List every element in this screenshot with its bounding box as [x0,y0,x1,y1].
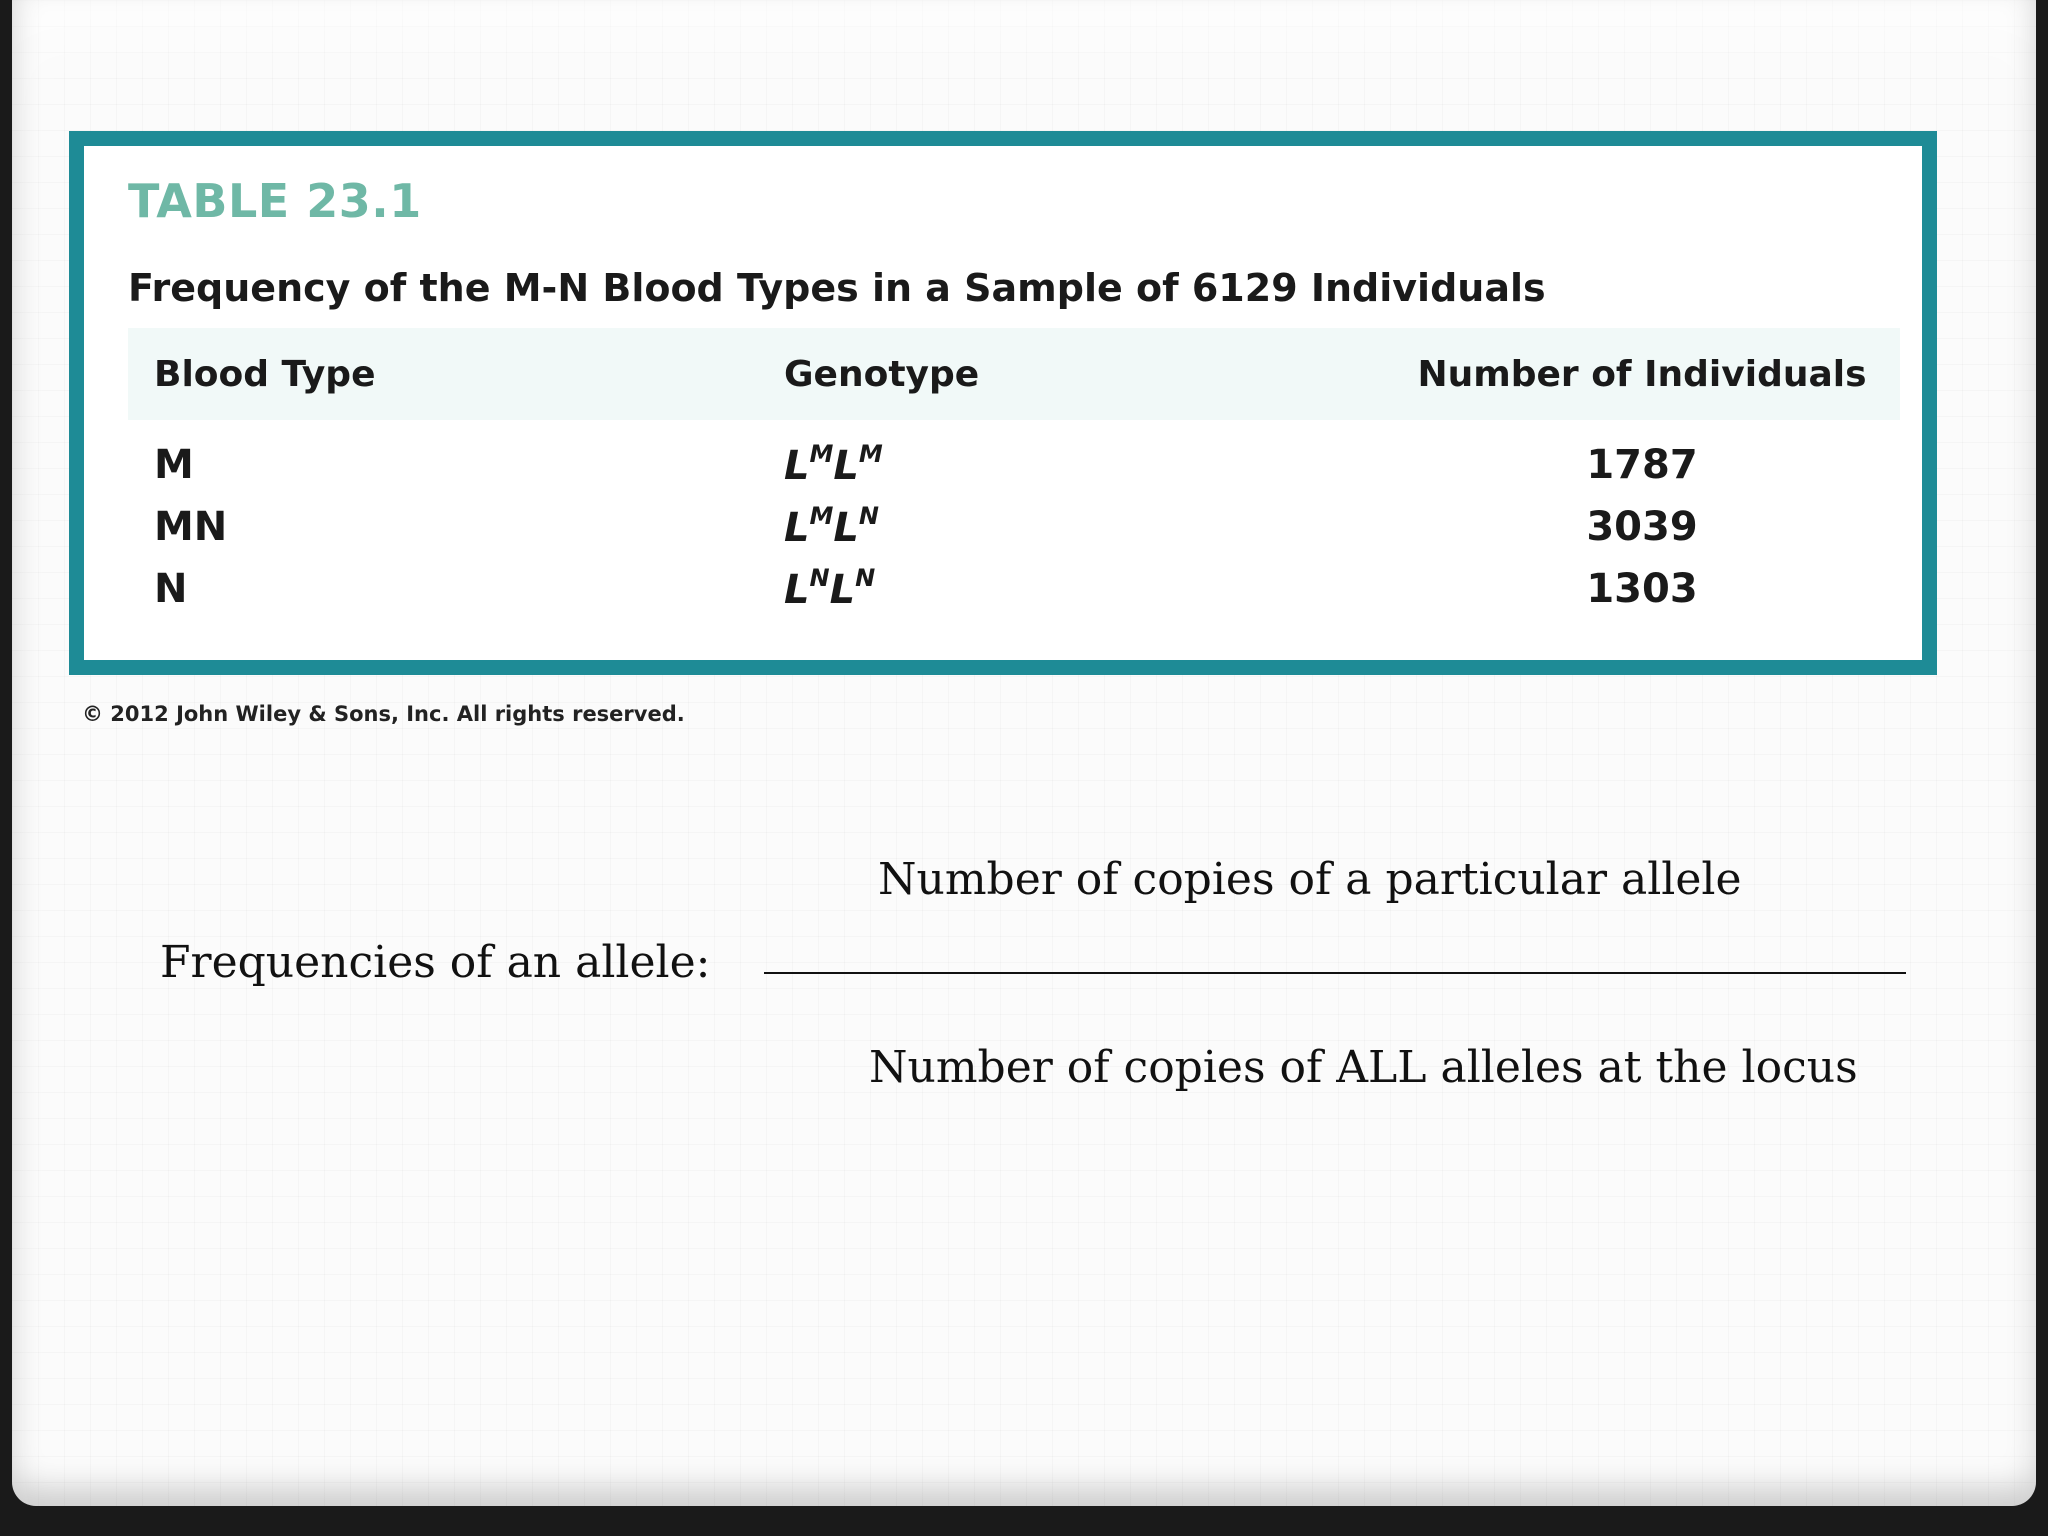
allele-superscript: N [809,564,830,593]
cell-number: 3039 [1586,504,1698,550]
table-header-row [128,328,1900,420]
header-number-of-individuals: Number of Individuals [1417,353,1867,395]
allele-superscript: N [858,502,879,531]
allele-superscript: M [858,440,883,469]
allele-base: L [784,443,810,490]
table-row [128,420,1900,496]
header-genotype: Genotype [784,353,980,395]
allele-base: L [784,505,810,552]
allele-base: L [833,443,859,490]
copyright-notice: © 2012 John Wiley & Sons, Inc. All rights reserved. [82,702,685,726]
cell-genotype [784,496,1384,558]
genotype-formula [784,440,883,490]
allele-superscript: N [855,564,876,593]
cell-blood-type: M [154,442,194,488]
formula-denominator: Number of copies of ALL alleles at the locus [869,1042,1858,1093]
table-row [128,558,1900,620]
cell-genotype [784,420,1384,496]
formula-numerator: Number of copies of a particular allele [878,854,1742,905]
cell-blood-type: MN [154,504,228,550]
allele-base: L [784,567,810,614]
table-title: Frequency of the M-N Blood Types in a Sample of 6129 Individuals [128,266,1546,310]
cell-number: 1787 [1586,442,1698,488]
header-blood-type: Blood Type [154,353,376,395]
table-row [128,496,1900,558]
cell-genotype [784,558,1384,620]
genotype-formula [784,564,876,614]
formula-label: Frequencies of an allele: [160,937,711,988]
blood-type-table [128,328,1900,620]
fraction-bar [764,972,1906,974]
table-figure [69,131,1937,675]
allele-base: L [833,505,859,552]
allele-superscript: M [809,502,834,531]
table-label: TABLE 23.1 [128,174,422,228]
allele-base: L [829,567,856,614]
cell-blood-type: N [154,566,188,612]
slide [12,0,2036,1506]
genotype-formula [784,502,879,552]
cell-number: 1303 [1586,566,1698,612]
allele-superscript: M [809,440,834,469]
